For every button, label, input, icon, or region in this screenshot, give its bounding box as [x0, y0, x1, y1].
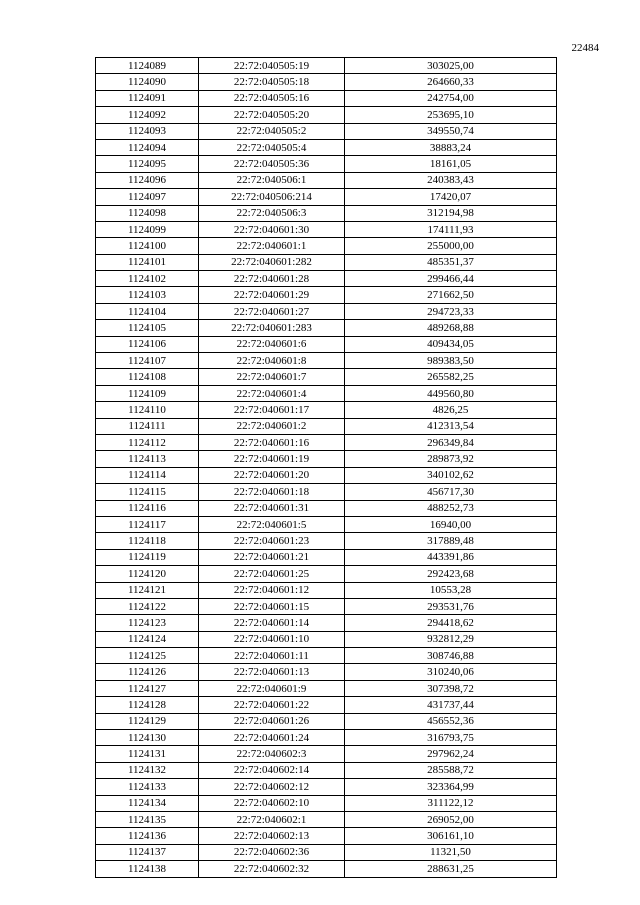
- table-row: [96, 303, 557, 319]
- table-row: [96, 58, 557, 74]
- table-row: [96, 139, 557, 155]
- value-cell: 489268,88: [345, 320, 557, 336]
- cadastral-number-cell: 22:72:040601:30: [199, 221, 345, 237]
- cadastral-number-cell: 22:72:040601:27: [199, 303, 345, 319]
- value-cell: 240383,43: [345, 172, 557, 188]
- table-row: [96, 172, 557, 188]
- cadastral-number-cell: 22:72:040506:214: [199, 189, 345, 205]
- cadastral-number-cell: 22:72:040601:5: [199, 516, 345, 532]
- row-number-cell: 1124108: [96, 369, 199, 385]
- table-row: [96, 107, 557, 123]
- row-number-cell: 1124101: [96, 254, 199, 270]
- row-number-cell: 1124138: [96, 861, 199, 877]
- row-number-cell: 1124099: [96, 221, 199, 237]
- table-row: [96, 467, 557, 483]
- cadastral-number-cell: 22:72:040505:4: [199, 139, 345, 155]
- cadastral-number-cell: 22:72:040601:8: [199, 353, 345, 369]
- table-row: [96, 451, 557, 467]
- value-cell: 316793,75: [345, 730, 557, 746]
- row-number-cell: 1124122: [96, 598, 199, 614]
- cadastral-number-cell: 22:72:040601:16: [199, 434, 345, 450]
- table-row: [96, 254, 557, 270]
- row-number-cell: 1124090: [96, 74, 199, 90]
- row-number-cell: 1124132: [96, 762, 199, 778]
- row-number-cell: 1124117: [96, 516, 199, 532]
- table-row: [96, 730, 557, 746]
- row-number-cell: 1124130: [96, 730, 199, 746]
- value-cell: 288631,25: [345, 861, 557, 877]
- table-row: [96, 713, 557, 729]
- value-cell: 412313,54: [345, 418, 557, 434]
- table-row: [96, 811, 557, 827]
- table-row: [96, 402, 557, 418]
- table-row: [96, 549, 557, 565]
- table-row: [96, 287, 557, 303]
- value-cell: 11321,50: [345, 844, 557, 860]
- table-row: [96, 779, 557, 795]
- table-row: [96, 271, 557, 287]
- row-number-cell: 1124123: [96, 615, 199, 631]
- value-cell: 456717,30: [345, 484, 557, 500]
- value-cell: 18161,05: [345, 156, 557, 172]
- table-row: [96, 828, 557, 844]
- value-cell: 255000,00: [345, 238, 557, 254]
- row-number-cell: 1124103: [96, 287, 199, 303]
- table-row: [96, 598, 557, 614]
- table-row: [96, 434, 557, 450]
- cadastral-number-cell: 22:72:040601:31: [199, 500, 345, 516]
- cadastral-number-cell: 22:72:040506:1: [199, 172, 345, 188]
- row-number-cell: 1124114: [96, 467, 199, 483]
- row-number-cell: 1124113: [96, 451, 199, 467]
- value-cell: 271662,50: [345, 287, 557, 303]
- table-row: [96, 90, 557, 106]
- page-number: 22484: [571, 42, 599, 54]
- row-number-cell: 1124111: [96, 418, 199, 434]
- cadastral-number-cell: 22:72:040601:10: [199, 631, 345, 647]
- cadastral-number-cell: 22:72:040601:28: [199, 271, 345, 287]
- row-number-cell: 1124112: [96, 434, 199, 450]
- table-row: [96, 533, 557, 549]
- cadastral-number-cell: 22:72:040601:29: [199, 287, 345, 303]
- row-number-cell: 1124118: [96, 533, 199, 549]
- table-row: [96, 156, 557, 172]
- value-cell: 409434,05: [345, 336, 557, 352]
- cadastral-number-cell: 22:72:040601:283: [199, 320, 345, 336]
- value-cell: 264660,33: [345, 74, 557, 90]
- table-row: [96, 320, 557, 336]
- cadastral-number-cell: 22:72:040601:22: [199, 697, 345, 713]
- row-number-cell: 1124134: [96, 795, 199, 811]
- table-row: [96, 353, 557, 369]
- value-cell: 323364,99: [345, 779, 557, 795]
- table-row: [96, 631, 557, 647]
- table-row: [96, 418, 557, 434]
- table-row: [96, 746, 557, 762]
- cadastral-number-cell: 22:72:040601:282: [199, 254, 345, 270]
- value-cell: 294418,62: [345, 615, 557, 631]
- row-number-cell: 1124119: [96, 549, 199, 565]
- value-cell: 449560,80: [345, 385, 557, 401]
- row-number-cell: 1124091: [96, 90, 199, 106]
- row-number-cell: 1124115: [96, 484, 199, 500]
- row-number-cell: 1124092: [96, 107, 199, 123]
- cadastral-number-cell: 22:72:040601:21: [199, 549, 345, 565]
- value-cell: 456552,36: [345, 713, 557, 729]
- row-number-cell: 1124129: [96, 713, 199, 729]
- cadastral-number-cell: 22:72:040505:20: [199, 107, 345, 123]
- value-cell: 303025,00: [345, 58, 557, 74]
- value-cell: 989383,50: [345, 353, 557, 369]
- value-cell: 317889,48: [345, 533, 557, 549]
- table-row: [96, 762, 557, 778]
- cadastral-number-cell: 22:72:040602:1: [199, 811, 345, 827]
- value-cell: 38883,24: [345, 139, 557, 155]
- table-row: [96, 385, 557, 401]
- cadastral-number-cell: 22:72:040601:1: [199, 238, 345, 254]
- table-row: [96, 844, 557, 860]
- table-row: [96, 205, 557, 221]
- value-cell: 289873,92: [345, 451, 557, 467]
- row-number-cell: 1124124: [96, 631, 199, 647]
- row-number-cell: 1124109: [96, 385, 199, 401]
- table-row: [96, 516, 557, 532]
- row-number-cell: 1124126: [96, 664, 199, 680]
- table-row: [96, 221, 557, 237]
- cadastral-number-cell: 22:72:040601:6: [199, 336, 345, 352]
- cadastral-number-cell: 22:72:040601:2: [199, 418, 345, 434]
- table-row: [96, 697, 557, 713]
- value-cell: 485351,37: [345, 254, 557, 270]
- row-number-cell: 1124116: [96, 500, 199, 516]
- cadastral-number-cell: 22:72:040506:3: [199, 205, 345, 221]
- row-number-cell: 1124094: [96, 139, 199, 155]
- value-cell: 299466,44: [345, 271, 557, 287]
- value-cell: 16940,00: [345, 516, 557, 532]
- cadastral-number-cell: 22:72:040601:23: [199, 533, 345, 549]
- row-number-cell: 1124105: [96, 320, 199, 336]
- cadastral-number-cell: 22:72:040602:3: [199, 746, 345, 762]
- value-cell: 4826,25: [345, 402, 557, 418]
- table-row: [96, 566, 557, 582]
- cadastral-number-cell: 22:72:040602:36: [199, 844, 345, 860]
- cadastral-number-cell: 22:72:040601:15: [199, 598, 345, 614]
- row-number-cell: 1124093: [96, 123, 199, 139]
- cadastral-number-cell: 22:72:040602:10: [199, 795, 345, 811]
- table-row: [96, 484, 557, 500]
- row-number-cell: 1124121: [96, 582, 199, 598]
- table-row: [96, 123, 557, 139]
- row-number-cell: 1124136: [96, 828, 199, 844]
- value-cell: 307398,72: [345, 680, 557, 696]
- cadastral-number-cell: 22:72:040602:14: [199, 762, 345, 778]
- row-number-cell: 1124128: [96, 697, 199, 713]
- cadastral-number-cell: 22:72:040601:14: [199, 615, 345, 631]
- value-cell: 932812,29: [345, 631, 557, 647]
- value-cell: 292423,68: [345, 566, 557, 582]
- value-cell: 293531,76: [345, 598, 557, 614]
- value-cell: 294723,33: [345, 303, 557, 319]
- value-cell: 431737,44: [345, 697, 557, 713]
- row-number-cell: 1124135: [96, 811, 199, 827]
- row-number-cell: 1124131: [96, 746, 199, 762]
- table-row: [96, 680, 557, 696]
- value-cell: 312194,98: [345, 205, 557, 221]
- cadastral-number-cell: 22:72:040601:25: [199, 566, 345, 582]
- table-row: [96, 74, 557, 90]
- row-number-cell: 1124106: [96, 336, 199, 352]
- value-cell: 253695,10: [345, 107, 557, 123]
- row-number-cell: 1124104: [96, 303, 199, 319]
- value-cell: 308746,88: [345, 648, 557, 664]
- row-number-cell: 1124133: [96, 779, 199, 795]
- row-number-cell: 1124098: [96, 205, 199, 221]
- cadastral-number-cell: 22:72:040601:9: [199, 680, 345, 696]
- cadastral-number-cell: 22:72:040505:16: [199, 90, 345, 106]
- table-row: [96, 615, 557, 631]
- cadastral-number-cell: 22:72:040602:12: [199, 779, 345, 795]
- value-cell: 296349,84: [345, 434, 557, 450]
- value-cell: 488252,73: [345, 500, 557, 516]
- value-cell: 10553,28: [345, 582, 557, 598]
- row-number-cell: 1124127: [96, 680, 199, 696]
- cadastral-number-cell: 22:72:040505:36: [199, 156, 345, 172]
- row-number-cell: 1124097: [96, 189, 199, 205]
- cadastral-number-cell: 22:72:040505:2: [199, 123, 345, 139]
- table-row: [96, 500, 557, 516]
- value-cell: 242754,00: [345, 90, 557, 106]
- table-row: [96, 369, 557, 385]
- table-row: [96, 664, 557, 680]
- value-cell: 17420,07: [345, 189, 557, 205]
- cadastral-number-cell: 22:72:040505:18: [199, 74, 345, 90]
- table-row: [96, 189, 557, 205]
- table-row: [96, 238, 557, 254]
- value-cell: 174111,93: [345, 221, 557, 237]
- cadastral-number-cell: 22:72:040602:13: [199, 828, 345, 844]
- row-number-cell: 1124095: [96, 156, 199, 172]
- value-cell: 269052,00: [345, 811, 557, 827]
- value-cell: 443391,86: [345, 549, 557, 565]
- cadastral-number-cell: 22:72:040505:19: [199, 58, 345, 74]
- value-cell: 349550,74: [345, 123, 557, 139]
- table-body: [96, 58, 557, 878]
- value-cell: 265582,25: [345, 369, 557, 385]
- value-cell: 297962,24: [345, 746, 557, 762]
- cadastral-number-cell: 22:72:040601:20: [199, 467, 345, 483]
- cadastral-number-cell: 22:72:040601:13: [199, 664, 345, 680]
- cadastral-number-cell: 22:72:040601:24: [199, 730, 345, 746]
- table-row: [96, 795, 557, 811]
- value-cell: 311122,12: [345, 795, 557, 811]
- cadastral-number-cell: 22:72:040601:11: [199, 648, 345, 664]
- value-cell: 285588,72: [345, 762, 557, 778]
- table-row: [96, 648, 557, 664]
- table-row: [96, 336, 557, 352]
- row-number-cell: 1124107: [96, 353, 199, 369]
- row-number-cell: 1124120: [96, 566, 199, 582]
- table-row: [96, 861, 557, 877]
- row-number-cell: 1124137: [96, 844, 199, 860]
- cadastral-number-cell: 22:72:040602:32: [199, 861, 345, 877]
- table-row: [96, 582, 557, 598]
- value-cell: 306161,10: [345, 828, 557, 844]
- value-cell: 340102,62: [345, 467, 557, 483]
- row-number-cell: 1124102: [96, 271, 199, 287]
- row-number-cell: 1124096: [96, 172, 199, 188]
- row-number-cell: 1124100: [96, 238, 199, 254]
- cadastral-number-cell: 22:72:040601:18: [199, 484, 345, 500]
- cadastral-number-cell: 22:72:040601:7: [199, 369, 345, 385]
- cadastral-number-cell: 22:72:040601:19: [199, 451, 345, 467]
- row-number-cell: 1124110: [96, 402, 199, 418]
- row-number-cell: 1124089: [96, 58, 199, 74]
- cadastral-number-cell: 22:72:040601:4: [199, 385, 345, 401]
- cadastral-value-table: [95, 57, 557, 878]
- cadastral-number-cell: 22:72:040601:12: [199, 582, 345, 598]
- row-number-cell: 1124125: [96, 648, 199, 664]
- cadastral-number-cell: 22:72:040601:26: [199, 713, 345, 729]
- value-cell: 310240,06: [345, 664, 557, 680]
- cadastral-number-cell: 22:72:040601:17: [199, 402, 345, 418]
